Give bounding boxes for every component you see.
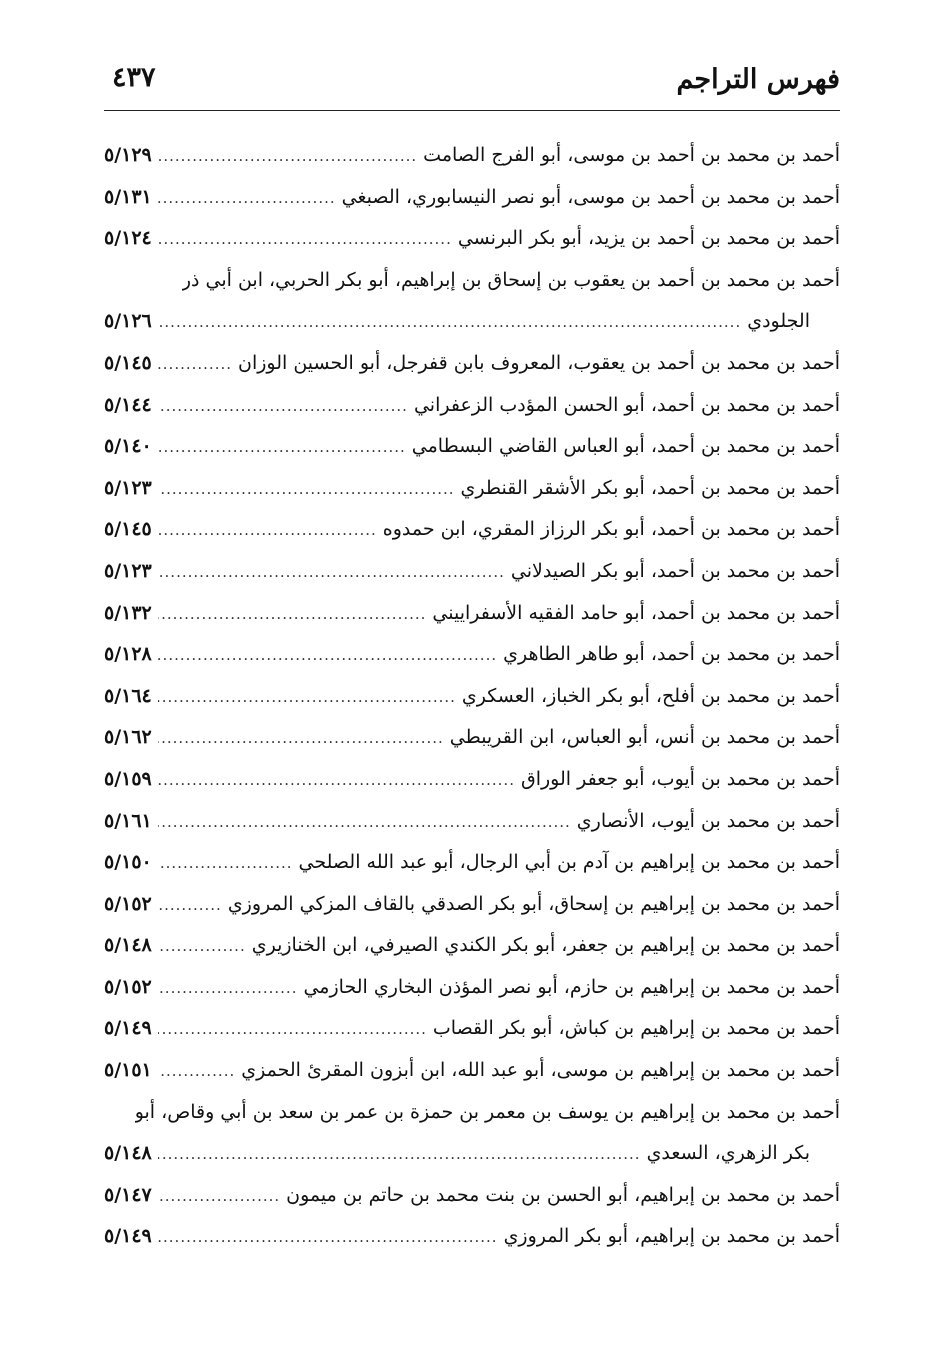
index-entry <box>104 135 840 177</box>
index-entry <box>104 218 840 260</box>
leader-dots <box>158 718 444 760</box>
entry-name: أحمد بن محمد بن إبراهيم بن كباش، أبو بكر القصاب <box>432 1017 840 1040</box>
index-entry <box>104 260 840 302</box>
leader-dots <box>158 344 232 386</box>
entry-name: أحمد بن محمد بن أحمد بن يعقوب، المعروف بابن قفرجل، أبو الحسين الوزان <box>238 351 840 374</box>
entry-page-ref: ٥/١٢٣ <box>104 559 152 582</box>
entry-name: أحمد بن محمد بن أنس، أبو العباس، ابن القريبطي <box>449 726 840 749</box>
entry-page-ref: ٥/١٢٨ <box>104 643 152 666</box>
index-entry <box>104 1050 840 1092</box>
index-entry <box>104 801 840 843</box>
entry-page-ref: ٥/١٥٢ <box>104 892 152 915</box>
index-entry <box>104 1092 840 1134</box>
index-entry <box>104 343 840 385</box>
index-entry <box>104 842 840 884</box>
index-entry <box>104 551 840 593</box>
page-header <box>104 58 840 111</box>
leader-dots <box>158 302 741 344</box>
entry-name: أحمد بن محمد بن أحمد بن يزيد، أبو بكر البرنسي <box>457 227 840 250</box>
leader-dots <box>158 1051 235 1093</box>
entry-name: أحمد بن محمد بن إبراهيم بن حازم، أبو نصر المؤذن البخاري الحازمي <box>303 975 840 998</box>
index-entry <box>104 717 840 759</box>
entry-page-ref: ٥/١٣٢ <box>104 601 152 624</box>
entry-page-ref: ٥/١٣١ <box>104 185 152 208</box>
index-entry <box>104 634 840 676</box>
entry-page-ref: ٥/١٤٤ <box>104 393 152 416</box>
entry-name: أحمد بن محمد بن إبراهيم بن آدم بن أبي الرجال، أبو عبد الله الصلحي <box>298 851 840 874</box>
index-entries <box>104 135 840 1258</box>
leader-dots <box>158 635 497 677</box>
entry-page-ref: ٥/١٢٦ <box>104 310 152 333</box>
entry-page-ref: ٥/١٤٩ <box>104 1017 152 1040</box>
entry-name: أحمد بن محمد بن أحمد بن موسى، أبو الفرج الصامت <box>423 144 840 166</box>
entry-name: أحمد بن محمد بن أحمد، أبو العباس القاضي البسطامي <box>411 435 840 458</box>
entry-name: أحمد بن محمد بن إبراهيم بن يوسف بن معمر بن حمزة بن عمر بن سعد بن أبي وقاص، أبو <box>134 1100 840 1123</box>
leader-dots <box>158 802 571 844</box>
leader-dots <box>158 968 298 1010</box>
entry-page-ref: ٥/١٥١ <box>104 1059 152 1082</box>
leader-dots <box>158 885 222 927</box>
entry-page-ref: ٥/١٤٠ <box>104 435 152 458</box>
leader-dots <box>158 677 456 719</box>
entry-name: أحمد بن محمد بن أيوب، أبو جعفر الوراق <box>520 767 840 790</box>
leader-dots <box>158 760 515 802</box>
index-entry <box>104 1175 840 1217</box>
entry-name: أحمد بن محمد بن إبراهيم، أبو بكر المروزي <box>503 1225 840 1248</box>
leader-dots <box>158 178 336 220</box>
entry-name: أحمد بن محمد بن إبراهيم بن موسى، أبو عبد الله، ابن أبزون المقرئ الحمزي <box>241 1059 840 1082</box>
leader-dots <box>158 552 505 594</box>
running-title: فهرس التراجم <box>676 64 840 95</box>
leader-dots <box>158 1134 641 1176</box>
index-entry <box>104 509 840 551</box>
index-entry <box>104 385 840 427</box>
entry-page-ref: ٥/١٢٤ <box>104 227 152 250</box>
leader-dots <box>158 469 455 511</box>
entry-name: أحمد بن محمد بن أفلح، أبو بكر الخباز، العسكري <box>461 684 840 707</box>
index-entry <box>104 1216 840 1258</box>
leader-dots <box>158 926 246 968</box>
leader-dots <box>158 1009 427 1051</box>
entry-name: بكر الزهري، السعدي <box>646 1142 810 1165</box>
entry-page-ref: ٥/١٥٢ <box>104 975 152 998</box>
index-entry <box>104 1008 840 1050</box>
entry-page-ref: ٥/١٤٥ <box>104 351 152 374</box>
index-entry-continuation <box>104 1133 840 1175</box>
entry-page-ref: ٥/١٤٧ <box>104 1183 152 1206</box>
entry-page-ref: ٥/١٤٩ <box>104 1225 152 1248</box>
entry-name: أحمد بن محمد بن إبراهيم بن جعفر، أبو بكر الكندي الصيرفي، ابن الخنازيري <box>251 934 840 957</box>
entry-name: أحمد بن محمد بن أحمد، أبو الحسن المؤدب الزعفراني <box>413 393 840 416</box>
entry-page-ref: ٥/١٤٨ <box>104 1142 152 1165</box>
entry-page-ref: ٥/١٤٥ <box>104 518 152 541</box>
entry-page-ref: ٥/١٢٣ <box>104 476 152 499</box>
index-entry <box>104 884 840 926</box>
index-entry <box>104 468 840 510</box>
leader-dots <box>158 427 406 469</box>
index-entry <box>104 177 840 219</box>
entry-page-ref: ٥/١٦١ <box>104 809 152 832</box>
index-entry <box>104 967 840 1009</box>
entry-page-ref: ٥/١٥٠ <box>104 851 152 874</box>
leader-dots <box>158 219 452 261</box>
leader-dots <box>158 843 293 885</box>
leader-dots <box>158 594 427 636</box>
entry-page-ref: ٥/١٦٢ <box>104 726 152 749</box>
entry-name: أحمد بن محمد بن أحمد، أبو حامد الفقيه الأسفراييني <box>432 601 840 624</box>
index-entry-continuation <box>104 301 840 343</box>
leader-dots <box>158 386 408 428</box>
leader-dots <box>158 136 417 178</box>
index-entry <box>104 676 840 718</box>
entry-name: الجلودي <box>747 310 810 333</box>
entry-name: أحمد بن محمد بن إبراهيم، أبو الحسن بن بنت محمد بن حاتم بن ميمون <box>286 1183 840 1206</box>
entry-name: أحمد بن محمد بن أحمد بن موسى، أبو نصر النيسابوري، الصبغي <box>341 185 840 208</box>
entry-name: أحمد بن محمد بن أحمد، أبو بكر الصيدلاني <box>510 559 840 582</box>
index-entry <box>104 759 840 801</box>
index-entry <box>104 925 840 967</box>
leader-dots <box>158 1176 280 1218</box>
entry-name: أحمد بن محمد بن أحمد بن يعقوب بن إسحاق بن إبراهيم، أبو بكر الحربي، ابن أبي ذر <box>181 268 840 291</box>
entry-name: أحمد بن محمد بن أحمد، أبو بكر الرزاز المقري، ابن حمدوه <box>382 518 840 541</box>
page-number: ٤٣٧ <box>112 62 156 93</box>
entry-page-ref: ٥/١٥٩ <box>104 767 152 790</box>
entry-page-ref: ٥/١٦٤ <box>104 684 152 707</box>
entry-page-ref: ٥/١٤٨ <box>104 934 152 957</box>
entry-name: أحمد بن محمد بن أيوب، الأنصاري <box>576 809 840 832</box>
leader-dots <box>158 510 377 552</box>
index-entry <box>104 426 840 468</box>
entry-name: أحمد بن محمد بن أحمد، أبو طاهر الطاهري <box>503 643 840 666</box>
index-entry <box>104 593 840 635</box>
entry-name: أحمد بن محمد بن أحمد، أبو بكر الأشقر القنطري <box>460 476 840 499</box>
entry-name: أحمد بن محمد بن إبراهيم بن إسحاق، أبو بكر الصدقي بالقاف المزكي المروزي <box>227 892 840 915</box>
leader-dots <box>158 1217 498 1259</box>
entry-page-ref: ٥/١٢٩ <box>104 144 152 166</box>
